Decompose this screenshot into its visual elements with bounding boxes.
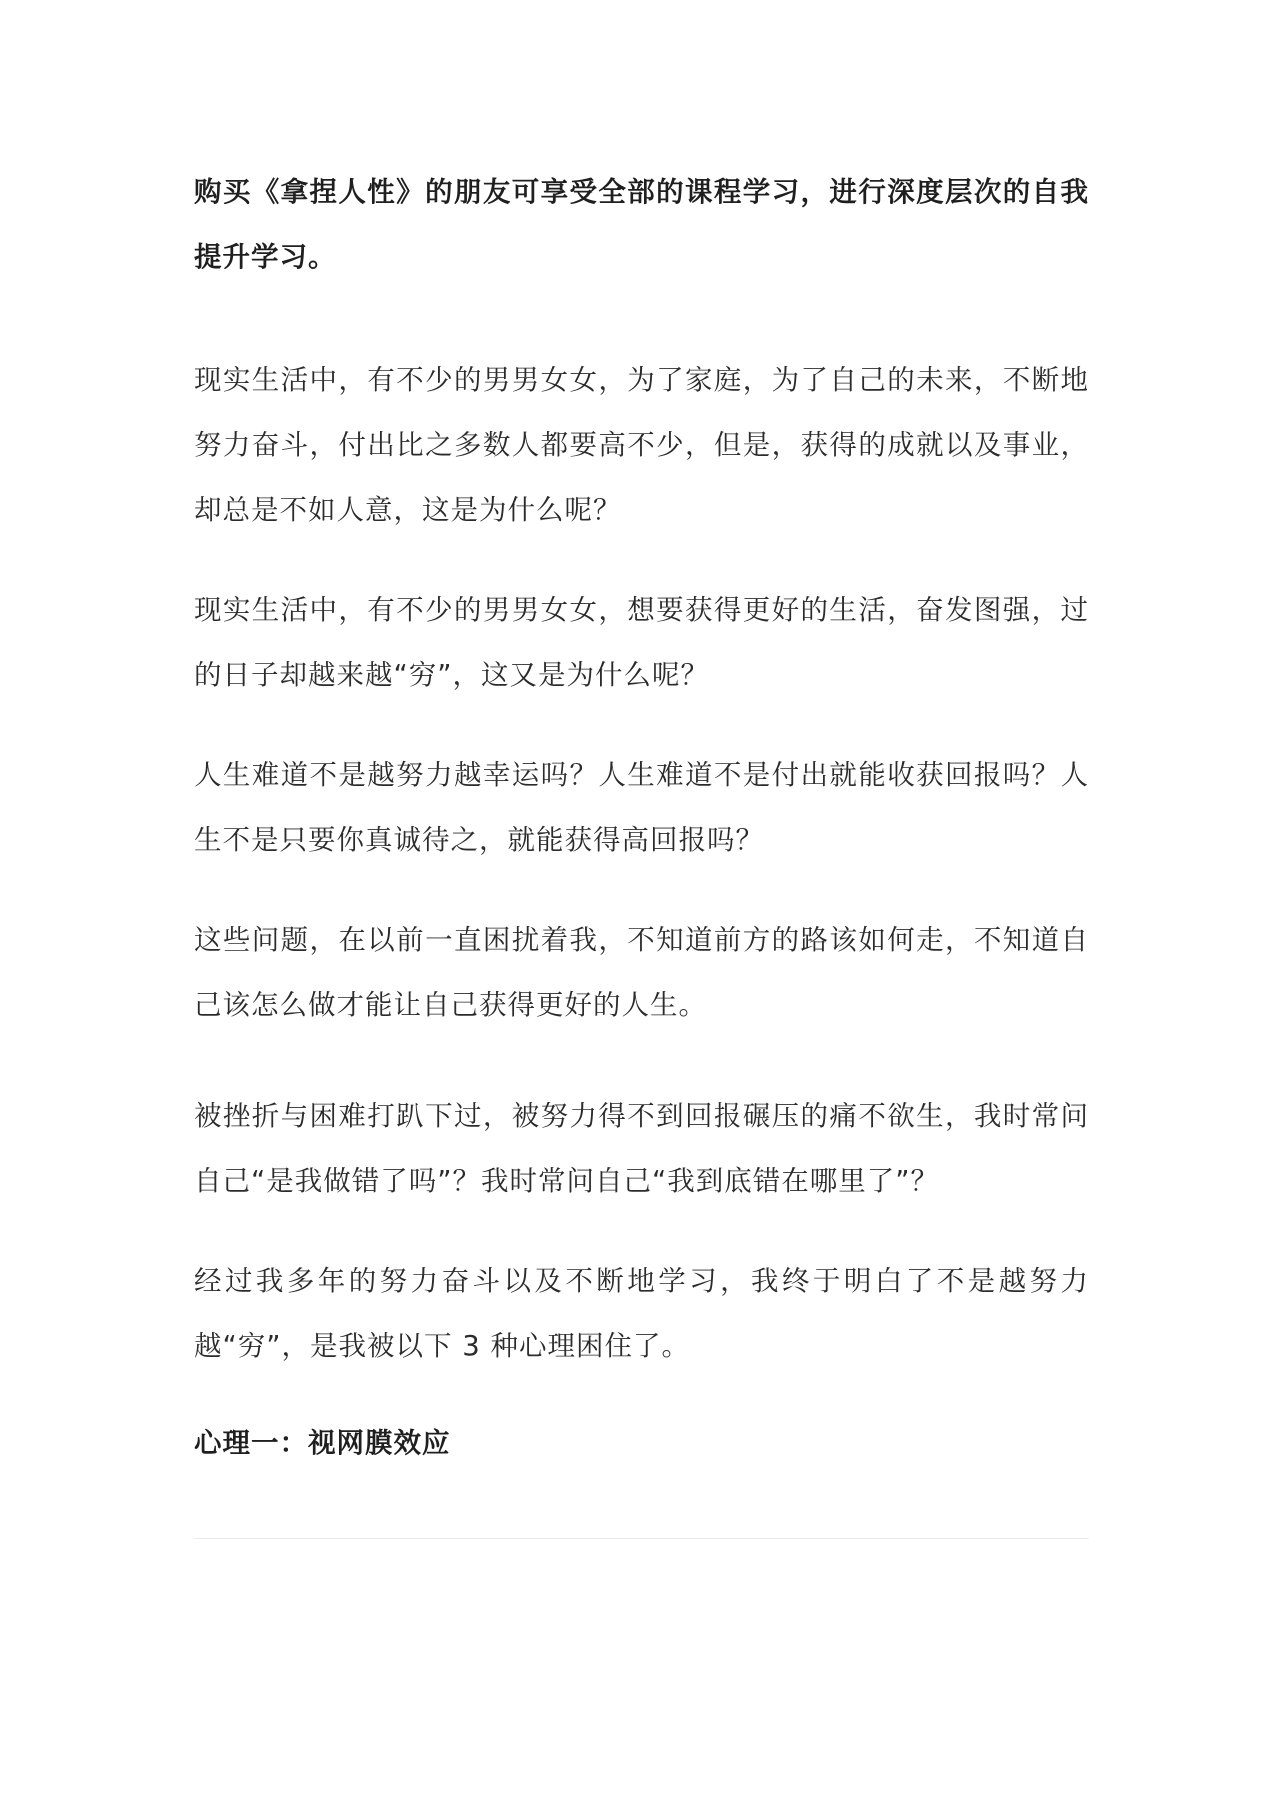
paragraph-3: 人生难道不是越努力越幸运吗？人生难道不是付出就能收获回报吗？人生不是只要你真诚待之，就能获得高回报吗？ [194,759,1089,856]
intro-paragraph: 购买《拿捏人性》的朋友可享受全部的课程学习，进行深度层次的自我提升学习。 [194,176,1089,273]
section-divider [194,1538,1089,1539]
paragraph-4: 这些问题，在以前一直困扰着我，不知道前方的路该如何走，不知道自己该怎么做才能让自己获得更好的人生。 [194,924,1089,1021]
article-body [194,160,1089,1476]
section-heading: 心理一：视网膜效应 [194,1427,451,1459]
paragraph-2: 现实生活中，有不少的男男女女，想要获得更好的生活，奋发图强，过的日子却越来越“穷”，这又是为什么呢？ [194,594,1089,691]
paragraph-6: 经过我多年的努力奋斗以及不断地学习，我终于明白了不是越努力越“穷”，是我被以下 3 种心理困住了。 [194,1265,1089,1362]
paragraph-5: 被挫折与困难打趴下过，被努力得不到回报碾压的痛不欲生，我时常问自己“是我做错了吗”？我时常问自己“我到底错在哪里了”？ [194,1100,1089,1197]
paragraph-1: 现实生活中，有不少的男男女女，为了家庭，为了自己的未来，不断地努力奋斗，付出比之多数人都要高不少，但是，获得的成就以及事业，却总是不如人意，这是为什么呢？ [194,364,1089,526]
